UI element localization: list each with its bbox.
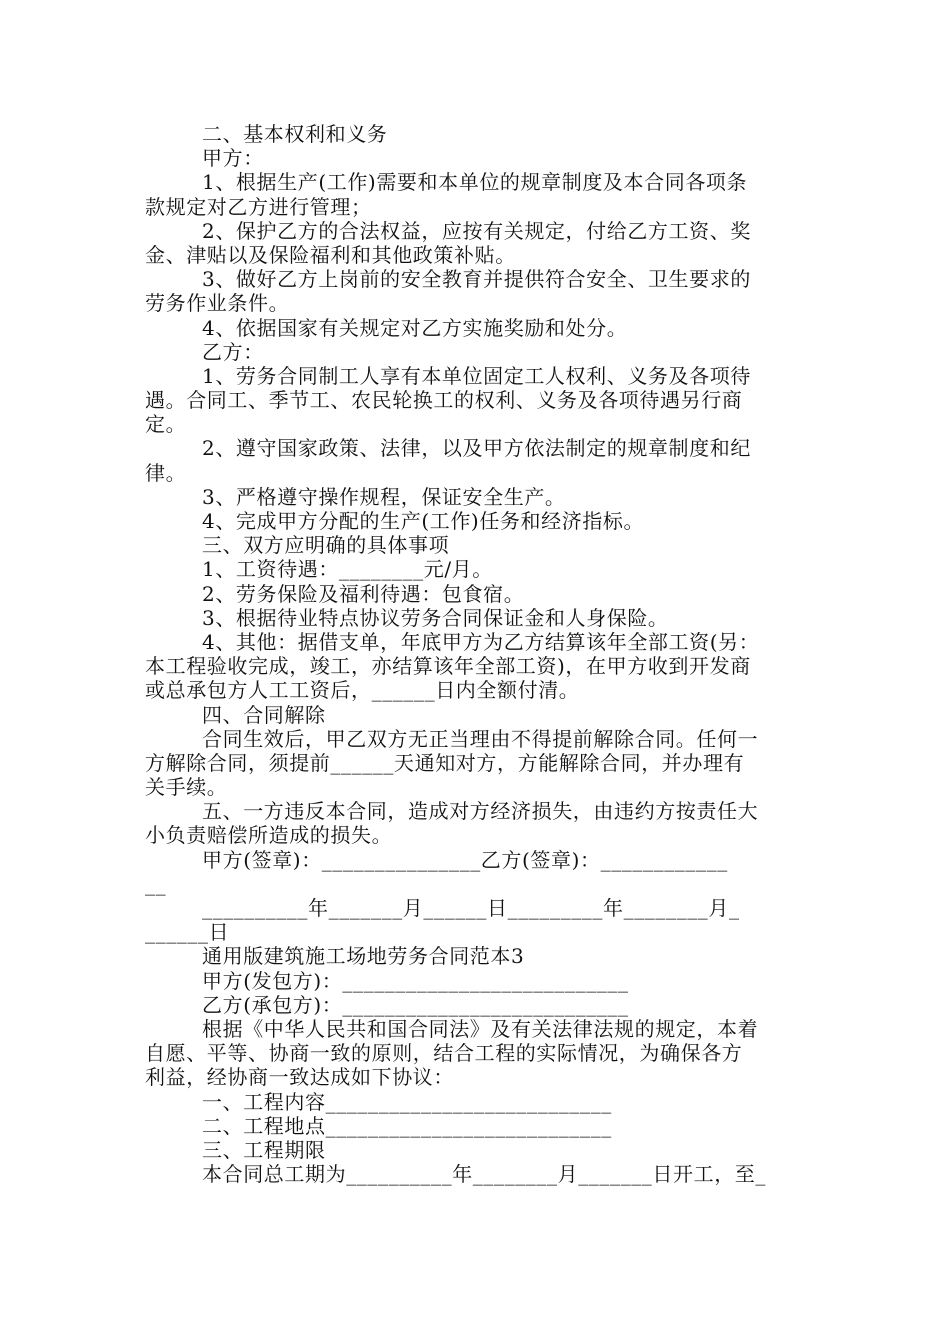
text-line: 或总承包方人工工资后，______日内全额付清。 [145, 678, 580, 703]
text-line: 一、工程内容___________________________ [202, 1089, 612, 1114]
text-line: 甲方(发包方)：___________________________ [202, 968, 629, 993]
text-line: 本合同总工期为__________年________月_______日开工，至_ [202, 1162, 766, 1187]
text-line: 3、根据待业特点协议劳务合同保证金和人身保险。 [202, 605, 669, 630]
text-line: 劳务作业条件。 [145, 291, 290, 316]
contract-document [145, 122, 810, 1186]
text-line: __ [145, 871, 167, 896]
text-line: 本工程验收完成，竣工，亦结算该年全部工资)，在甲方收到开发商 [145, 654, 751, 679]
text-line: 根据《中华人民共和国合同法》及有关法律法规的规定，本着 [202, 1016, 759, 1041]
text-line: 三、双方应明确的具体事项 [202, 533, 450, 558]
text-line: 3、做好乙方上岗前的安全教育并提供符合安全、卫生要求的 [202, 267, 751, 292]
text-line: 律。 [145, 460, 187, 485]
text-line: 1、根据生产(工作)需要和本单位的规章制度及本合同各项条 [202, 170, 748, 195]
text-line: 2、劳务保险及福利待遇：包食宿。 [202, 581, 525, 606]
text-line: 1、工资待遇：________元/月。 [202, 557, 493, 582]
text-line: 4、其他：据借支单，年底甲方为乙方结算该年全部工资(另： [202, 629, 760, 654]
text-line: 遇。合同工、季节工、农民轮换工的权利、义务及各项待遇另行商 [145, 388, 743, 413]
text-line: __________年_______月______日_________年________月_ [202, 896, 740, 920]
text-line: 关手续。 [145, 775, 228, 800]
text-line: 三、工程期限 [202, 1137, 326, 1162]
text-line: 2、遵守国家政策、法律，以及甲方依法制定的规章制度和纪 [202, 436, 751, 461]
text-line: 四、合同解除 [202, 702, 326, 727]
text-line: 乙方： [202, 339, 264, 364]
text-line: 甲方(签章)：_______________乙方(签章)：____________ [202, 847, 728, 872]
text-line: 通用版建筑施工场地劳务合同范本3 [202, 944, 525, 969]
text-line: 1、劳务合同制工人享有本单位固定工人权利、义务及各项待 [202, 363, 751, 388]
text-line: 五、一方违反本合同，造成对方经济损失，由违约方按责任大 [202, 799, 759, 824]
text-line: 2、保护乙方的合法权益，应按有关规定，付给乙方工资、奖 [202, 218, 751, 243]
text-line: 3、严格遵守操作规程，保证安全生产。 [202, 484, 566, 509]
text-line: ______日 [145, 920, 230, 945]
text-line: 合同生效后，甲乙双方无正当理由不得提前解除合同。任何一 [202, 726, 759, 751]
text-line: 4、依据国家有关规定对乙方实施奖励和处分。 [202, 315, 628, 340]
text-line: 甲方： [202, 146, 264, 171]
text-line: 4、完成甲方分配的生产(工作)任务和经济指标。 [202, 509, 645, 533]
text-line: 金、津贴以及保险福利和其他政策补贴。 [145, 242, 516, 267]
text-line: 二、基本权利和义务 [202, 122, 388, 146]
text-line: 款规定对乙方进行管理； [145, 194, 372, 219]
text-line: 定。 [145, 412, 187, 437]
text-line: 小负责赔偿所造成的损失。 [145, 823, 393, 848]
text-line: 二、工程地点___________________________ [202, 1113, 612, 1138]
text-line: 自愿、平等、协商一致的原则，结合工程的实际情况，为确保各方 [145, 1041, 743, 1066]
text-line: 方解除合同，须提前______天通知对方，方能解除合同，并办理有 [145, 750, 745, 775]
text-line: 乙方(承包方)：___________________________ [202, 992, 629, 1017]
text-line: 利益，经协商一致达成如下协议： [145, 1065, 454, 1090]
